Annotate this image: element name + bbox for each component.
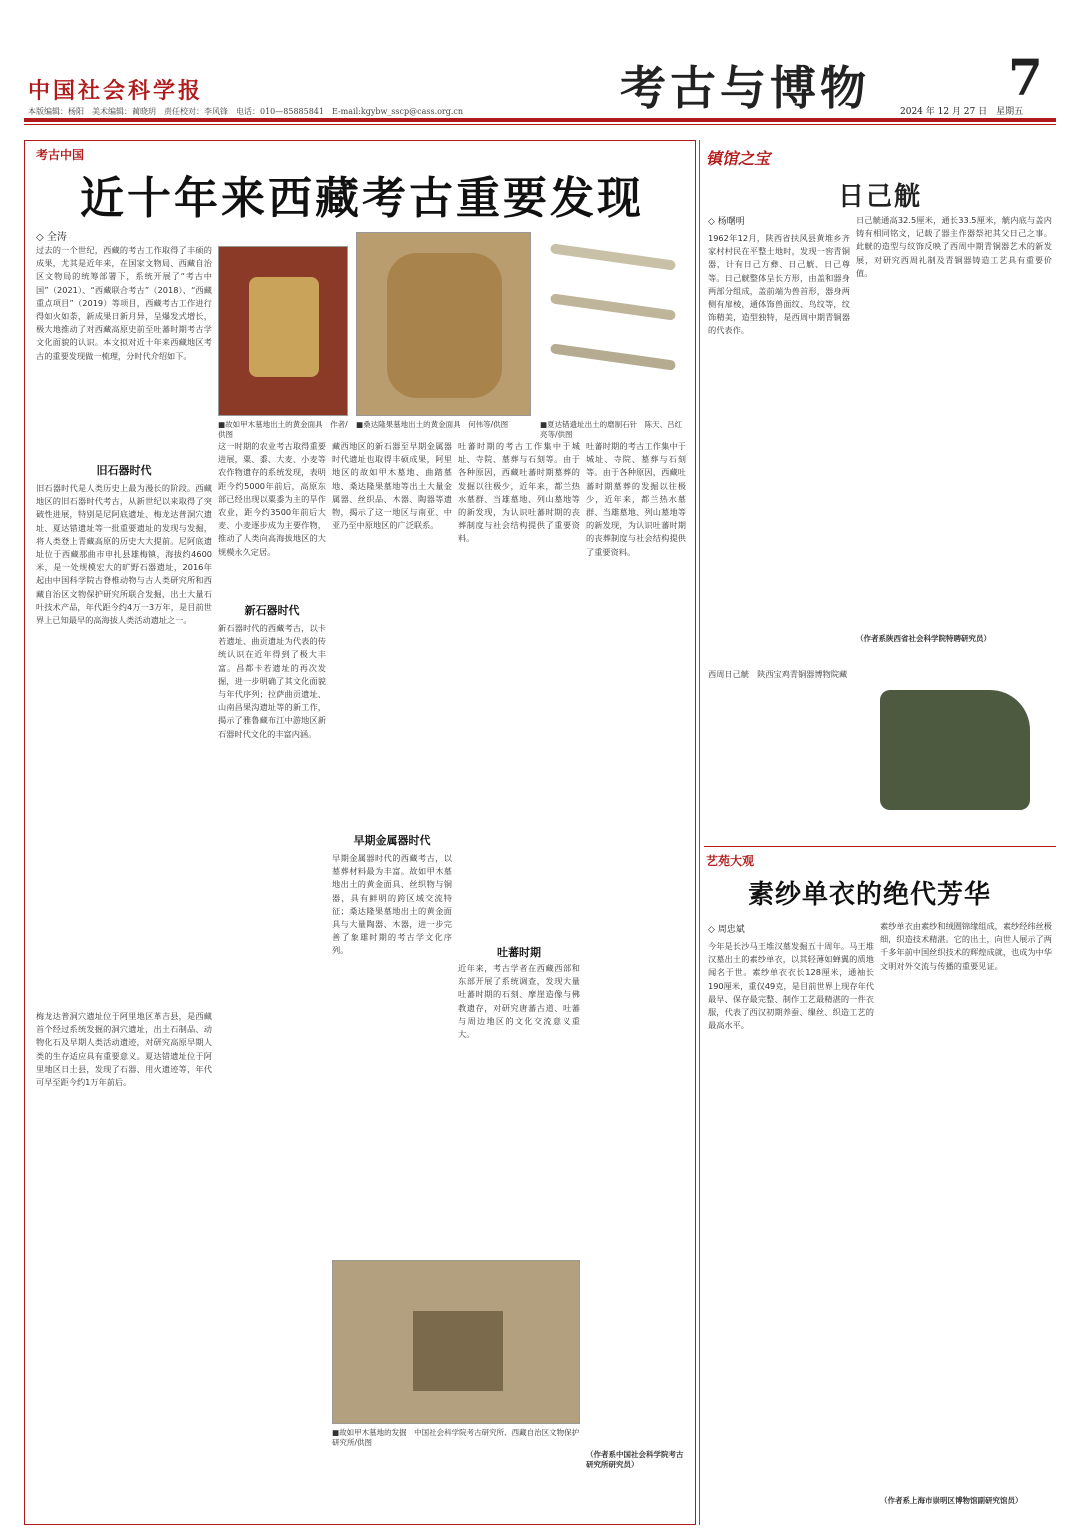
art-author-note: （作者系上海市崇明区博物馆副研究馆员） [880, 1496, 1023, 1505]
photo-caption-4: ■故如甲木墓地的发掘 中国社会科学院考古研究所、西藏自治区文物保护研究所/供图 [332, 1428, 580, 1447]
subhead-tubo: 吐蕃时期 [497, 946, 541, 959]
section-title: 考古与博物 [620, 61, 870, 115]
art-title: 素纱单衣的绝代芳华 [748, 880, 992, 910]
treasure-col-1b: 西周日己觥 陕西宝鸡青铜器博物院藏 [708, 669, 848, 679]
excavation-photo [332, 1260, 580, 1424]
subhead-neolithic: 新石器时代 [244, 604, 300, 617]
art-col-2: 素纱单衣由素纱和绒圈锦缘组成，素纱经纬丝极细，织造技术精湛。它的出土，向世人展示了两千多年前中国丝织技术的辉煌成就，也成为中华文明对外交流与传播的重要见证。 [880, 921, 1052, 971]
art-col-1: 今年是长沙马王堆汉墓发掘五十周年。马王堆汉墓出土的素纱单衣，以其轻薄如蝉翼的质地闻名于世。素纱单衣衣长128厘米，通袖长190厘米，重仅49克，是目前世界上现存年代最早、保存最完整、制作工艺最精湛的一件衣服，代表了西汉初期养蚕、缫丝、织造工艺的最高水平。 [708, 941, 874, 1031]
article-kicker: 考古中国 [36, 148, 85, 162]
header-rule [24, 118, 1056, 122]
paper-name: 中国社会科学报 [28, 78, 204, 104]
article-col-1b: 旧石器时代是人类历史上最为漫长的阶段。西藏地区的旧石器时代考古，从新世纪以来取得了突破性进展，特别是尼阿底遗址、梅龙达普洞穴遗址、夏达错遗址等一批重要遗址的发现与发掘，将人类登上青藏高原的历史大大提前。尼阿底遗址位于西藏那曲市申扎县雄梅镇，海拔约4600米，是一处规模宏大的旷野石器遗址，2016年起由中国科学院古脊椎动物与古人类研究所和西藏自治区文物保护研究所联合发掘，出土大量石叶技术产品，年代距今约4万一3万年，是目前世界上已知最早的高海拔人类活动遗址之一。 [36, 483, 212, 626]
article-col-1-intro: 过去的一个世纪，西藏的考古工作取得了丰硕的成果，尤其是近年来，在国家文物局、西藏自治区文物局的统筹部署下，系统开展了“考古中国”（2021）、“西藏联合考古”（2018）、“西藏重点项目”（2019）等项目，西藏考古工作进行得如火如荼，新成果日新月异，呈爆发式增长，极大地推动了对西藏高原史前至吐蕃时期考古学文化面貌的认识。本文拟对近十年来西藏地区考古的重要发现做一梳理，分时代介绍如下。 [36, 245, 212, 361]
article-col-1c: 梅龙达普洞穴遗址位于阿里地区革吉县，是西藏首个经过系统发掘的洞穴遗址，出土石制品、动物化石及早期人类活动遗迹，对研究高原早期人类的生存适应具有重要意义。夏达错遗址位于阿里地区日土县，发现了石器、用火遗迹等，年代可早至距今约1万年前后。 [36, 1011, 212, 1088]
article-col-3b: 早期金属器时代的西藏考古，以墓葬材料最为丰富。故如甲木墓地出土的黄金面具、丝织物与铜器，具有鲜明的跨区域交流特征；桑达隆果墓地出土的黄金面具与大量陶器、木器，进一步完善了象雄时期的考古学文化序列。 [332, 853, 452, 956]
header-rule-thin [24, 124, 1056, 125]
art-byline: ◇ 周忠斌 [708, 925, 745, 935]
gold-mask-photo-2 [356, 232, 531, 416]
article-col-2a: 这一时期的农业考古取得重要进展，粟、黍、大麦、小麦等农作物遗存的系统发现，表明距今约5000年前后，高原东部已经出现以粟黍为主的旱作农业，距今约3500年前后大麦、小麦逐步成为主要作物，推动了人类向高海拔地区的大规模永久定居。 [218, 441, 326, 557]
masthead-info: 本版编辑：杨阳 美术编辑：蔺晓玥 责任校对：李风锋 电话：010—85885841 E-mail:kgybw_sscp@cass.org.cn [28, 107, 464, 116]
column-divider [699, 140, 700, 1525]
treasure-title: 日己觥 [838, 182, 923, 212]
article-col-2: 新石器时代的西藏考古，以卡若遗址、曲贡遗址为代表的传统认识在近年得到了极大丰富。昌都卡若遗址的再次发掘，进一步明确了其文化面貌与年代序列；拉萨曲贡遗址、山南昌果沟遗址等的新工作，揭示了雅鲁藏布江中游地区新石器时代文化的丰富内涵。 [218, 623, 326, 739]
art-section-label: 艺苑大观 [706, 854, 755, 868]
treasure-byline: ◇ 杨曙明 [708, 217, 745, 227]
stone-needle-photo [540, 232, 686, 416]
photo-caption-3: ■夏达错遗址出土的磨制石针 陈天、吕红亮等/供图 [540, 420, 683, 439]
article-col-4b: 近年来，考古学者在西藏西部和东部开展了系统调查，发现大量吐蕃时期的石刻、摩崖造像与佛教遗存，对研究唐蕃古道、吐蕃与周边地区的文化交流意义重大。 [458, 963, 580, 1040]
treasure-col-2: 日己觥通高32.5厘米，通长33.5厘米，觥内底与盖内铸有相同铭文，记载了器主作器祭祀其父日己之事。此觥的造型与纹饰反映了西周中期青铜器艺术的新发展，对研究西周礼制及青铜器铸造工艺具有重要价值。 [856, 215, 1052, 278]
photo-caption-2: ■桑达隆果墓地出土的黄金面具 何伟等/供图 [356, 420, 509, 429]
treasure-col-1: 1962年12月，陕西省扶风县黄堆乡齐家村村民在平整土地时，发现一窖青铜器，计有日己方彝、日己觥、日己尊等。日己觥整体呈长方形，由盖和器身两部分组成，盖前端为兽首形，器身两侧有扉棱，通体饰兽面纹、鸟纹等，纹饰精美，造型独特，是西周中期青铜器的代表作。 [708, 233, 850, 336]
article-col-4: 吐蕃时期的考古工作集中于城址、寺院、墓葬与石刻等。由于各种原因，西藏吐蕃时期墓葬的发掘以往极少，近年来，都兰热水墓群、当雄墓地、列山墓地等的新发现，为认识吐蕃时期的丧葬制度与社会结构提供了重要资料。 [458, 441, 580, 544]
article-byline: ◇ 全涛 [36, 232, 67, 243]
article-col-5: 吐蕃时期的考古工作集中于城址、寺院、墓葬与石刻等。由于各种原因，西藏吐蕃时期墓葬的发掘以往极少，近年来，都兰热水墓群、当雄墓地、列山墓地等的新发现，为认识吐蕃时期的丧葬制度与社会结构提供了重要资料。 [586, 441, 686, 557]
treasure-author-note: （作者系陕西省社会科学院特聘研究员） [856, 634, 991, 643]
gold-mask-photo-1 [218, 246, 348, 416]
bronze-gong-photo [860, 660, 1052, 830]
article-col-3: 藏西地区的新石器至早期金属器时代遗址也取得丰硕成果，阿里地区的故如甲木墓地、曲踏墓地、桑达隆果墓地等出土大量金属器、丝织品、木器、陶器等遗物，揭示了这一地区与南亚、中亚乃至中原地区的广泛联系。 [332, 441, 452, 531]
treasure-section-label: 镇馆之宝 [706, 149, 771, 168]
photo-caption-1: ■故如甲木墓地出土的黄金面具 作者/供图 [218, 420, 348, 439]
subhead-paleolithic: 旧石器时代 [96, 464, 152, 477]
main-author-note: （作者系中国社会科学院考古研究所研究员） [586, 1450, 684, 1469]
section-divider [704, 846, 1056, 847]
subhead-early-metal: 早期金属器时代 [353, 834, 431, 847]
issue-date: 2024 年 12 月 27 日 星期五 [900, 107, 1024, 117]
page-number: 7 [1008, 48, 1043, 107]
article-headline: 近十年来西藏考古重要发现 [80, 173, 644, 224]
